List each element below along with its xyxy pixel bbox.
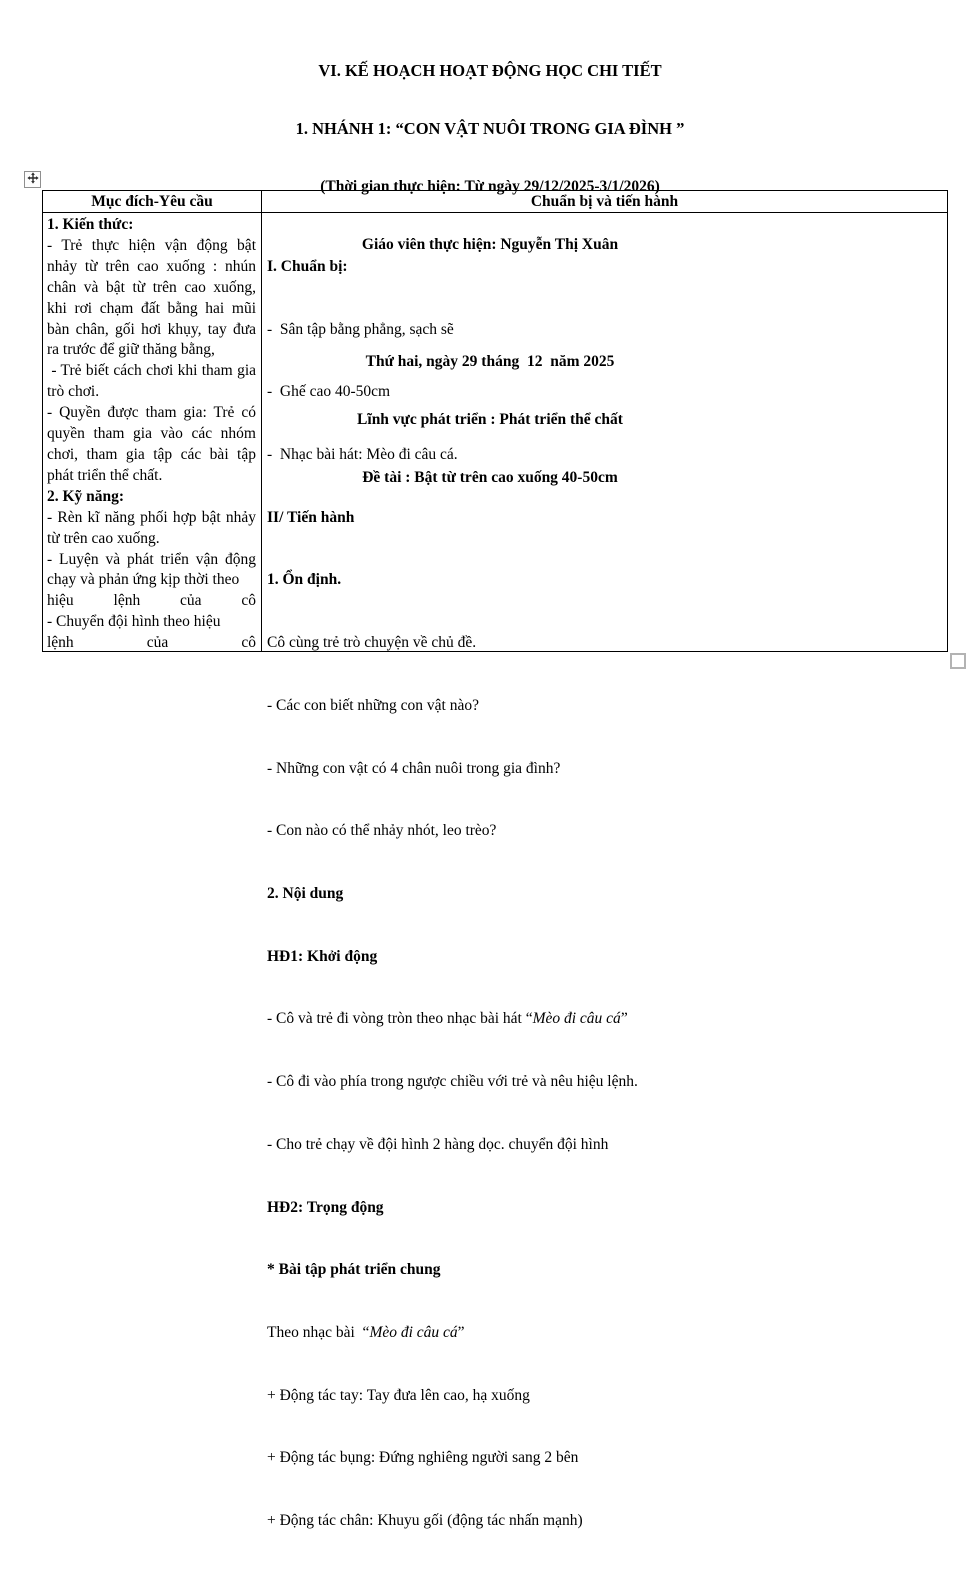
- preparation-cell: [262, 213, 947, 1530]
- preparation-line: [267, 1009, 939, 1030]
- objectives-paragraph: 1. Kiến thức:: [47, 216, 134, 233]
- preparation-line: - Cho trẻ chạy về đội hình 2 hàng dọc. chuyển đội hình: [267, 1135, 609, 1153]
- time-line: (Thời gian thực hiện: Từ ngày 29/12/2025-3/1/2026): [320, 178, 660, 196]
- line-text: Theo nhạc bài “: [267, 1324, 370, 1342]
- objectives-paragraph: hiệu lệnh của cô: [47, 592, 256, 610]
- objectives-cell: [43, 213, 262, 651]
- field-line: Lĩnh vực phát triển : Phát triển thể chất: [357, 411, 623, 429]
- col-header-objectives: Mục đích-Yêu cầu: [43, 191, 262, 212]
- preparation-line: + Động tác tay: Tay đưa lên cao, hạ xuống: [267, 1386, 530, 1404]
- preparation-line: 2. Nội dung: [267, 885, 344, 902]
- preparation-line: HĐ2: Trọng động: [267, 1198, 384, 1216]
- date-line: Thứ hai, ngày 29 tháng 12 năm 2025: [365, 352, 615, 370]
- objectives-paragraph: 2. Kỹ năng:: [47, 487, 125, 505]
- teacher-line: Giáo viên thực hiện: Nguyễn Thị Xuân: [361, 236, 619, 254]
- objectives-paragraph: - Trẻ thực hiện vận động bật nhảy từ trên cao xuống : nhún chân và bật từ trên cao xuống, khi rơi chạm đất bằng hai mũi bàn chân, gối hơi khụy, tay đưa ra trước để giữ thăng bằng,: [47, 236, 260, 359]
- preparation-line: - Sân tập bằng phẳng, sạch sẽ: [267, 320, 454, 338]
- table-move-handle[interactable]: [24, 171, 41, 188]
- preparation-line: * Bài tập phát triển chung: [267, 1261, 441, 1279]
- song-title-italic: Mèo đi câu cá: [532, 1010, 621, 1028]
- preparation-line: HĐ1: Khởi động: [267, 947, 378, 965]
- move-cross-icon: [27, 171, 39, 189]
- table-content-row: [43, 213, 947, 1530]
- lesson-plan-table: [42, 190, 948, 1530]
- table-resize-handle[interactable]: [950, 653, 966, 669]
- song-title-italic: Mèo đi câu cá: [369, 1324, 458, 1342]
- topic-line: Đề tài : Bật từ trên cao xuống 40-50cm: [362, 469, 618, 487]
- preparation-line: - Cô đi vào phía trong ngược chiều với trẻ và nêu hiệu lệnh.: [267, 1073, 638, 1091]
- preparation-line: + Động tác bụng: Đứng nghiêng người sang 2 bên: [267, 1449, 579, 1467]
- line-text: ”: [620, 1010, 628, 1028]
- preparation-line: - Nhạc bài hát: Mèo đi câu cá.: [267, 445, 458, 463]
- preparation-line: - Các con biết những con vật nào?: [267, 696, 479, 714]
- preparation-line: I. Chuẩn bị:: [267, 257, 348, 275]
- preparation-line: + Động tác chân: Khuyu gối (động tác nhấn mạnh): [267, 1512, 583, 1530]
- preparation-line: - Con nào có thể nhảy nhót, leo trèo?: [267, 822, 497, 840]
- table-header-row: [43, 191, 947, 213]
- objectives-paragraph: - Quyền được tham gia: Trẻ có quyền tham gia vào các nhóm chơi, tham gia tập các bài tập phát triển thể chất.: [47, 404, 260, 484]
- line-text: - Cô và trẻ đi vòng tròn theo nhạc bài hát “: [267, 1010, 533, 1028]
- objectives-paragraph: lệnh của cô: [47, 634, 256, 652]
- objectives-paragraph: - Luyện và phát triển vận động chạy và phản ứng kịp thời theo: [47, 550, 260, 589]
- preparation-line: II/ Tiến hành: [267, 508, 355, 526]
- col-header-preparation: Chuẩn bị và tiến hành: [530, 193, 679, 210]
- preparation-line: - Những con vật có 4 chân nuôi trong gia đình?: [267, 759, 561, 777]
- preparation-line: - Ghế cao 40-50cm: [267, 383, 391, 401]
- objectives-paragraph: - Trẻ biết cách chơi khi tham gia trò chơi.: [47, 362, 260, 401]
- preparation-line: Cô cùng trẻ trò chuyện về chủ đề.: [267, 634, 477, 652]
- objectives-paragraph: - Rèn kĩ năng phối hợp bật nhảy từ trên cao xuống.: [47, 508, 260, 547]
- page-title-line-1: VI. KẾ HOẠCH HOẠT ĐỘNG HỌC CHI TIẾT: [318, 60, 662, 80]
- line-text: ”: [457, 1324, 465, 1342]
- page-title-line-2: 1. NHÁNH 1: “CON VẬT NUÔI TRONG GIA ĐÌNH ”: [295, 119, 685, 139]
- objectives-paragraph: - Chuyển đội hình theo hiệu: [47, 613, 221, 631]
- preparation-line: [267, 1323, 939, 1344]
- preparation-line: 1. Ổn định.: [267, 571, 342, 589]
